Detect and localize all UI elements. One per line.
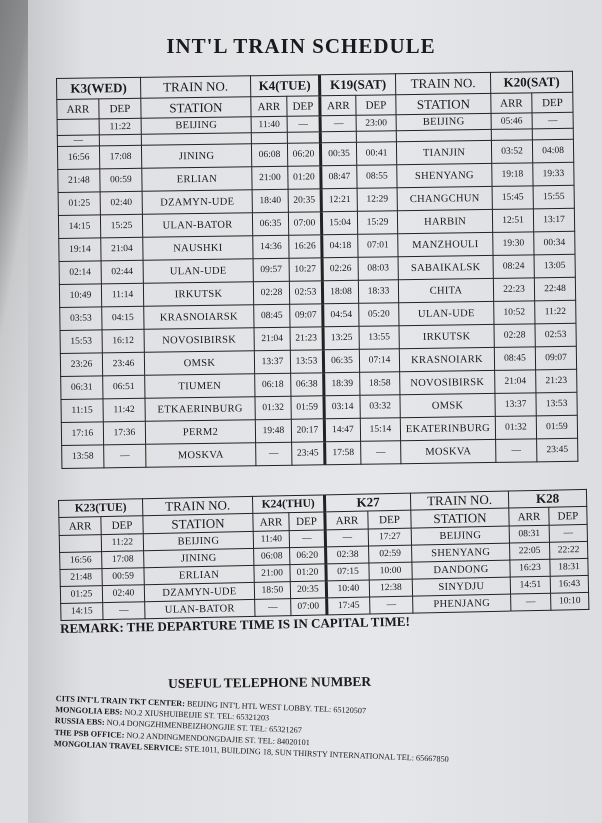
arrival-time-cell: 22:23 — [493, 278, 534, 302]
arrival-time-cell: 10:49 — [59, 284, 101, 308]
arr-header: ARR — [59, 517, 101, 536]
departure-time-cell: 06:51 — [103, 375, 145, 399]
train-k27-header: K27 — [324, 493, 410, 512]
contact-detail: NO.2 XIUSHUIBEIJIE ST. TEL: 65321203 — [124, 707, 270, 723]
arrival-time-cell: 17:58 — [325, 441, 361, 465]
station-cell: KRASNOIARSK — [144, 305, 254, 330]
train-k28-header: K28 — [508, 489, 586, 508]
arrival-time-cell: 06:18 — [255, 373, 291, 397]
station-cell: ERLIAN — [142, 167, 252, 192]
arrival-time-cell: — — [256, 442, 292, 466]
arrival-time-cell: 02:28 — [253, 281, 289, 305]
station-cell: ULAN-UDE — [399, 301, 494, 325]
station-cell: ERLIAN — [144, 565, 254, 584]
station-cell: ETKAERINBURG — [145, 397, 255, 422]
arrival-time-cell: 18:50 — [254, 582, 290, 600]
departure-time-cell: 23:45 — [292, 442, 325, 465]
station-cell: NOVOSIBIRSK — [144, 328, 254, 353]
arrival-time-cell — [59, 535, 101, 553]
station-cell: MOSKVA — [146, 443, 256, 468]
departure-time-cell: 22:48 — [534, 277, 575, 301]
arrival-time-cell: 18:39 — [324, 372, 360, 396]
train-k4-header: K4(TUE) — [250, 75, 319, 97]
departure-time-cell: 10:10 — [551, 592, 589, 610]
departure-time-cell: 21:23 — [290, 327, 323, 350]
departure-time-cell: 02:53 — [289, 281, 322, 304]
station-cell: DZAMYN-UDE — [142, 190, 252, 215]
station-cell: JINING — [144, 548, 254, 567]
arrival-time-cell: 19:30 — [493, 232, 534, 256]
arrival-time-cell: 06:35 — [323, 349, 359, 373]
station-cell: BEIJING — [143, 531, 253, 550]
departure-time-cell — [532, 128, 573, 140]
arrival-time-cell: 21:48 — [60, 569, 102, 587]
arrival-time-cell: 16:23 — [510, 559, 550, 577]
departure-time-cell: 10:00 — [369, 562, 412, 580]
station-cell: IRKUTSK — [399, 324, 494, 348]
dep-header: DEP — [101, 516, 143, 535]
arrival-time-cell: 19:18 — [492, 163, 533, 187]
departure-time-cell: 13:05 — [534, 254, 575, 278]
station-cell: OMSK — [400, 393, 495, 417]
departure-time-cell: 06:20 — [290, 547, 326, 565]
arrival-time-cell: 01:32 — [495, 416, 536, 440]
arrival-time-cell — [57, 119, 99, 136]
train-k24-header: K24(THU) — [252, 495, 324, 514]
page-title: INT'L TRAIN SCHEDULE — [166, 34, 436, 58]
train-no-header: TRAIN NO. — [410, 491, 508, 510]
arrival-time-cell: 16:56 — [57, 146, 99, 170]
station-cell: BEIJING — [411, 526, 509, 545]
station-cell: DANDONG — [412, 560, 510, 579]
departure-time-cell: — — [103, 602, 145, 620]
arrival-time-cell: 10:40 — [326, 580, 369, 598]
train-no-header: TRAIN NO. — [142, 496, 252, 515]
arrival-time-cell: 04:18 — [322, 234, 358, 258]
departure-time-cell: 07:00 — [288, 212, 321, 235]
useful-telephone-heading: USEFUL TELEPHONE NUMBER — [168, 673, 372, 691]
contact-detail: BEIJING INT'L HTL WEST LOBBY. TEL: 65120507 — [186, 699, 367, 716]
departure-time-cell: 17:08 — [102, 551, 144, 569]
train-no-header: TRAIN NO. — [140, 76, 250, 99]
contact-label: THE PSB OFFICE: — [54, 727, 125, 740]
contact-detail: NO.4 DONGZHIMENBEIZHONGJIE ST. TEL: 65321267 — [106, 718, 303, 736]
schedule-table-top — [56, 71, 578, 469]
departure-time-cell: 01:59 — [536, 415, 577, 439]
station-cell: TIANJIN — [396, 140, 491, 164]
train-k3-header: K3(WED) — [57, 77, 141, 99]
departure-time-cell — [287, 132, 320, 143]
departure-time-cell — [99, 134, 141, 146]
departure-time-cell: — — [289, 530, 325, 548]
station-cell: BEIJING — [396, 113, 491, 130]
departure-time-cell: — — [361, 441, 401, 465]
contact-label: CITS INT'L TRAIN TKT CENTER: — [55, 693, 186, 709]
arrival-time-cell: 21:04 — [254, 327, 290, 351]
departure-time-cell: — — [532, 112, 573, 129]
departure-time-cell: 07:00 — [291, 598, 327, 616]
arrival-time-cell: 14:47 — [324, 418, 360, 442]
arrival-time-cell: 10:52 — [494, 301, 535, 325]
arrival-time-cell: 23:26 — [60, 353, 102, 377]
departure-time-cell: 10:27 — [289, 258, 322, 281]
arrival-time-cell: 01:25 — [58, 192, 100, 216]
departure-time-cell: 00:41 — [356, 142, 396, 166]
departure-time-cell: 11:22 — [99, 118, 141, 135]
arrival-time-cell: 03:53 — [60, 307, 102, 331]
departure-time-cell: 15:55 — [533, 185, 574, 209]
station-header: STATION — [141, 97, 251, 119]
arrival-time-cell: 13:37 — [254, 350, 290, 374]
station-cell: SHENYANG — [412, 543, 510, 562]
departure-time-cell: 04:15 — [102, 306, 144, 330]
departure-time-cell: 13:53 — [290, 350, 323, 373]
arrival-time-cell: 09:57 — [253, 258, 289, 282]
departure-time-cell: 11:14 — [101, 283, 143, 307]
station-cell: ULAN-BATOR — [142, 213, 252, 238]
departure-time-cell — [356, 131, 396, 143]
departure-time-cell: 02:40 — [102, 585, 144, 603]
departure-time-cell: — — [370, 596, 413, 614]
arrival-time-cell: 02:38 — [326, 546, 369, 564]
arr-header: ARR — [325, 511, 368, 530]
arrival-time-cell: 01:25 — [60, 586, 102, 604]
departure-time-cell: 23:46 — [102, 352, 144, 376]
arrival-time-cell: 19:48 — [255, 419, 291, 443]
train-k19-header: K19(SAT) — [319, 74, 395, 96]
arrival-time-cell: 15:53 — [60, 330, 102, 354]
dep-header: DEP — [368, 510, 411, 529]
station-cell: JINING — [141, 144, 251, 169]
departure-time-cell: 11:22 — [101, 534, 143, 552]
contact-label: RUSSIA EBS: — [54, 716, 105, 728]
arrival-time-cell: 12:21 — [321, 188, 357, 212]
departure-time-remark: REMARK: THE DEPARTURE TIME IS IN CAPITAL TIME! — [60, 613, 410, 636]
station-cell: CHITA — [398, 278, 493, 302]
departure-time-cell: 18:31 — [550, 558, 588, 576]
arrival-time-cell: 19:14 — [59, 238, 101, 262]
departure-time-cell: 04:08 — [532, 139, 573, 163]
dep-header: DEP — [532, 92, 573, 113]
departure-time-cell: — — [287, 116, 320, 132]
contact-detail: NO.2 ANDINGMENDONGDAJIE ST. TEL: 84020101 — [126, 730, 310, 747]
contact-detail: STE.1011, BUILDING 18, SUN THIRSTY INTERNATIONAL TEL: 65667850 — [184, 744, 449, 764]
arrival-time-cell: 14:15 — [58, 215, 100, 239]
departure-time-cell: 23:45 — [537, 438, 578, 462]
departure-time-cell: 11:42 — [103, 398, 145, 422]
arrival-time-cell: 02:28 — [494, 324, 535, 348]
station-cell: EKATERINBURG — [400, 416, 495, 440]
departure-time-cell: 02:59 — [369, 545, 412, 563]
arrival-time-cell: 01:32 — [255, 396, 291, 420]
dep-header: DEP — [99, 98, 141, 119]
arrival-time-cell: — — [255, 599, 291, 617]
station-cell: PHENJANG — [413, 594, 511, 613]
arr-header: ARR — [491, 93, 532, 114]
station-header: STATION — [411, 508, 509, 528]
departure-time-cell: 09:07 — [290, 304, 323, 327]
arrival-time-cell: — — [511, 593, 551, 611]
arrival-time-cell: 14:15 — [61, 603, 103, 621]
station-cell: CHANGCHUN — [397, 186, 492, 210]
contact-label: MONGOLIAN TRAVEL SERVICE: — [53, 738, 183, 753]
station-cell: PERM2 — [145, 420, 255, 445]
arrival-time-cell: 13:37 — [495, 393, 536, 417]
departure-time-cell: 21:04 — [101, 237, 143, 261]
station-cell: DZAMYN-UDE — [144, 582, 254, 601]
arrival-time-cell — [491, 129, 532, 141]
arrival-time-cell: 05:46 — [491, 113, 532, 130]
departure-time-cell: 15:29 — [357, 211, 397, 235]
station-cell: SHENYANG — [397, 163, 492, 187]
dep-header: DEP — [289, 512, 325, 531]
arrival-time-cell: 17:45 — [327, 597, 370, 615]
station-cell: HARBIN — [397, 209, 492, 233]
arrival-time-cell: 03:52 — [491, 140, 532, 164]
arrival-time-cell: 22:05 — [510, 542, 550, 560]
departure-time-cell: 06:38 — [291, 373, 324, 396]
arrival-time-cell: 02:14 — [59, 261, 101, 285]
arrival-time-cell — [251, 132, 287, 144]
station-cell: KRASNOIARK — [399, 347, 494, 371]
departure-time-cell: 13:55 — [359, 326, 399, 350]
departure-time-cell: 15:14 — [360, 418, 400, 442]
arrival-time-cell: 06:31 — [61, 376, 103, 400]
station-cell: NOVOSIBIRSK — [400, 370, 495, 394]
arrival-time-cell: 08:24 — [493, 255, 534, 279]
arrival-time-cell: — — [325, 529, 368, 547]
arrival-time-cell: 07:15 — [326, 563, 369, 581]
departure-time-cell: 00:34 — [534, 231, 575, 255]
arrival-time-cell: — — [496, 439, 537, 463]
arr-header: ARR — [320, 95, 356, 116]
arr-header: ARR — [57, 99, 99, 120]
arrival-time-cell: 11:15 — [61, 399, 103, 423]
departure-time-cell: 03:32 — [360, 395, 400, 419]
departure-time-cell: 06:20 — [287, 143, 320, 166]
departure-time-cell: 08:03 — [358, 257, 398, 281]
departure-time-cell: 12:38 — [369, 579, 412, 597]
arrival-time-cell: 14:36 — [253, 235, 289, 259]
arrival-time-cell: 08:45 — [254, 304, 290, 328]
departure-time-cell: 07:01 — [358, 234, 398, 258]
train-no-header: TRAIN NO. — [395, 72, 490, 94]
station-cell: TIUMEN — [145, 374, 255, 399]
arr-header: ARR — [251, 96, 287, 117]
departure-time-cell: 12:29 — [357, 188, 397, 212]
arrival-time-cell: 06:08 — [254, 548, 290, 566]
station-cell: ULAN-UDE — [143, 259, 253, 284]
dep-header: DEP — [549, 506, 587, 525]
arrival-time-cell: 11:40 — [251, 116, 287, 133]
departure-time-cell: 01:59 — [291, 396, 324, 419]
departure-time-cell: 16:43 — [550, 575, 588, 593]
departure-time-cell: 01:20 — [288, 166, 321, 189]
departure-time-cell: — — [104, 444, 146, 468]
arr-header: ARR — [509, 507, 549, 526]
station-cell: SINYDJU — [412, 577, 510, 596]
departure-time-cell: 17:27 — [368, 528, 411, 546]
arrival-time-cell: 11:40 — [253, 531, 289, 549]
station-cell: IRKUTSK — [143, 282, 253, 307]
arrival-time-cell: 03:14 — [324, 395, 360, 419]
departure-time-cell: 15:25 — [100, 214, 142, 238]
arrival-time-cell: 14:51 — [510, 576, 550, 594]
departure-time-cell: 05:20 — [359, 303, 399, 327]
departure-time-cell: 11:22 — [535, 300, 576, 324]
arrival-time-cell: 08:45 — [494, 347, 535, 371]
departure-time-cell: 21:23 — [536, 369, 577, 393]
arrival-time-cell: 17:16 — [61, 422, 103, 446]
departure-time-cell: 00:59 — [102, 568, 144, 586]
departure-time-cell: 02:53 — [535, 323, 576, 347]
departure-time-cell: 13:17 — [533, 208, 574, 232]
arrival-time-cell: 12:51 — [492, 209, 533, 233]
arrival-time-cell: 15:45 — [492, 186, 533, 210]
station-cell: MOSKVA — [401, 439, 496, 463]
departure-time-cell: 13:53 — [536, 392, 577, 416]
departure-time-cell: 02:44 — [101, 260, 143, 284]
departure-time-cell: 17:36 — [103, 421, 145, 445]
arrival-time-cell — [320, 131, 356, 143]
departure-time-cell: 16:12 — [102, 329, 144, 353]
arrival-time-cell: 18:40 — [252, 189, 288, 213]
station-cell: MANZHOULI — [398, 232, 493, 256]
arrival-time-cell: — — [57, 135, 99, 147]
station-cell: SABAIKALSK — [398, 255, 493, 279]
departure-time-cell: 18:58 — [360, 372, 400, 396]
contact-label: MONGOLIA EBS: — [55, 705, 123, 717]
departure-time-cell: 22:22 — [549, 541, 587, 559]
arrival-time-cell: 08:47 — [321, 165, 357, 189]
station-cell: OMSK — [144, 351, 254, 376]
departure-time-cell: 19:33 — [533, 162, 574, 186]
arrival-time-cell: — — [320, 115, 356, 132]
departure-time-cell: 18:33 — [358, 280, 398, 304]
arrival-time-cell: 13:58 — [62, 445, 104, 469]
departure-time-cell: 07:14 — [359, 349, 399, 373]
arrival-time-cell: 06:35 — [252, 212, 288, 236]
arrival-time-cell: 16:56 — [60, 552, 102, 570]
departure-time-cell: 16:26 — [289, 235, 322, 258]
arrival-time-cell: 18:08 — [322, 280, 358, 304]
station-cell: BEIJING — [141, 117, 251, 135]
arrival-time-cell: 13:25 — [323, 326, 359, 350]
departure-time-cell: — — [549, 524, 587, 542]
arrival-time-cell: 21:48 — [58, 169, 100, 193]
schedule-table-bottom — [58, 489, 589, 621]
train-k20-header: K20(SAT) — [490, 71, 572, 93]
arr-header: ARR — [253, 513, 289, 532]
departure-time-cell: 00:59 — [100, 168, 142, 192]
arrival-time-cell: 21:00 — [252, 166, 288, 190]
arrival-time-cell: 02:26 — [322, 257, 358, 281]
arrival-time-cell: 21:00 — [254, 565, 290, 583]
dep-header: DEP — [356, 95, 396, 116]
departure-time-cell: 02:40 — [100, 191, 142, 215]
departure-time-cell: 20:17 — [291, 419, 324, 442]
departure-time-cell: 09:07 — [535, 346, 576, 370]
departure-time-cell: 20:35 — [288, 189, 321, 212]
arrival-time-cell: 21:04 — [495, 370, 536, 394]
arrival-time-cell: 15:04 — [321, 211, 357, 235]
station-cell: NAUSHKI — [143, 236, 253, 261]
departure-time-cell: 01:20 — [290, 564, 326, 582]
dep-header: DEP — [287, 96, 320, 116]
station-header: STATION — [396, 93, 491, 114]
arrival-time-cell: 08:31 — [509, 525, 549, 543]
departure-time-cell: 20:35 — [290, 581, 326, 599]
train-k23-header: K23(TUE) — [59, 499, 143, 518]
departure-time-cell: 17:08 — [99, 145, 141, 169]
arrival-time-cell: 00:35 — [320, 142, 356, 166]
arrival-time-cell: 06:08 — [251, 143, 287, 167]
station-header: STATION — [143, 513, 253, 533]
departure-time-cell: 08:55 — [357, 165, 397, 189]
station-cell: ULAN-BATOR — [145, 599, 255, 618]
departure-time-cell: 23:00 — [356, 115, 396, 132]
arrival-time-cell: 04:54 — [323, 303, 359, 327]
